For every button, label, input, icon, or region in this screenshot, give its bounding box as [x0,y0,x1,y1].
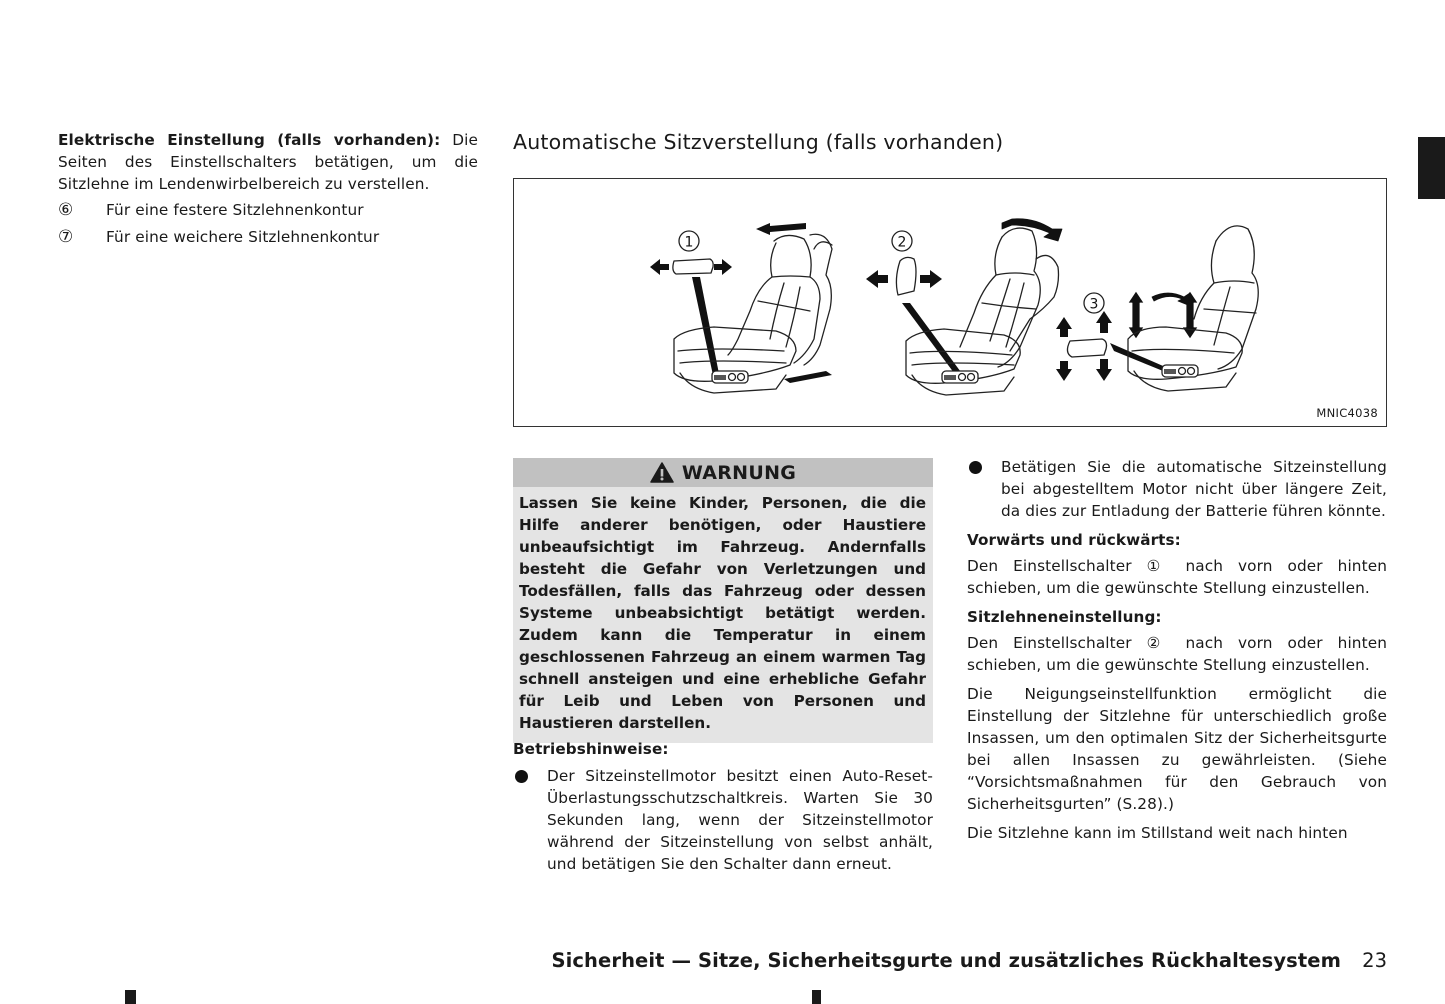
operating-notes-heading: Betriebshinweise: [513,740,669,758]
list-item-text: Betätigen Sie die automatische Sitzeinstellung bei abgestelltem Motor nicht über längere Zeit, da dies zur Entladung der Batterie führen könnte. [1001,458,1387,520]
seat-illustration-icon [514,179,1386,426]
page-number: 23 [1362,949,1387,972]
svg-text:2: 2 [897,234,907,251]
list-item [58,226,478,253]
power-lumbar-heading: Elektrische Einstellung (falls vorhanden): [58,131,441,149]
forward-backward-text: Den Einstellschalter ① nach vorn oder hinten schieben, um die gewünschte Stellung einzustellen. [967,557,1387,597]
right-column [967,456,1387,851]
forward-backward-heading: Vorwärts und rückwärts: [967,531,1181,549]
section-title: Automatische Sitzverstellung (falls vorhanden) [513,130,1004,154]
seat-adjustment-figure [513,178,1387,427]
power-lumbar-paragraph [58,129,478,195]
warning-header [513,458,933,487]
left-column [58,129,478,253]
recline-heading: Sitzlehneneinstellung: [967,608,1162,626]
footer-chapter-title: Sicherheit — Sitze, Sicherheitsgurte und zusätzliches Rückhaltesystem [551,949,1341,972]
seat-1-illustration [650,219,832,393]
operating-notes [513,738,933,875]
power-lumbar-text: Die Seiten des Einstellschalters betätigen, um die Sitzlehne im Lendenwirbelbereich zu verstellen. [58,131,478,193]
recline-text: Den Einstellschalter ② nach vorn oder hinten schieben, um die gewünschte Stellung einzustellen. [967,634,1387,674]
list-item [513,765,933,875]
bullet-icon [513,765,547,875]
svg-text:1: 1 [684,234,694,251]
list-item-text: Für eine festere Sitzlehnenkontur [106,201,364,219]
circled-number-7-icon: ⑦ [58,227,74,247]
svg-text:3: 3 [1089,296,1099,313]
list-item-text: Der Sitzeinstellmotor besitzt einen Auto-Reset-Überlastungsschutzschaltkreis. Warten Sie 30 Sekunden lang, wenn der Sitzeinstellmotor während der Sitzeinstellung von selbst anhält, und betätigen Sie den Schalter dann erneut. [547,767,933,873]
warning-box [513,458,933,743]
warning-text: Lassen Sie keine Kinder, Personen, die die Hilfe anderer benötigen, oder Haustiere unbeaufsichtigt im Fahrzeug. Andernfalls besteht die Gefahr von Verletzungen und Todesfällen, falls das Fahrzeug oder dessen Systeme unbeabsichtigt betätigt werden. Zudem kann die Temperatur in einem geschlossenen Fahrzeug an einem warmen Tag schnell ansteigen und eine erhebliche Gefahr für Leib und Leben von Personen und Haustieren darstellen. [513,487,933,743]
circled-number-6-icon: ⑥ [58,200,74,220]
figure-code: MNIC4038 [1316,406,1378,420]
list-item [967,456,1387,522]
recline-continued-text: Die Sitzlehne kann im Stillstand weit nach hinten [967,824,1348,842]
crop-mark [812,990,821,1004]
seat-2-illustration [866,219,1062,395]
bullet-icon [967,456,1001,522]
warning-title: WARNUNG [681,461,797,484]
list-item-text: Für eine weichere Sitzlehnenkontur [106,228,380,246]
list-item [58,199,478,226]
crop-mark [125,990,136,1004]
warning-triangle-icon [650,462,674,483]
seat-3-illustration [1056,226,1258,391]
recline-info-text: Die Neigungseinstellfunktion ermöglicht die Einstellung der Sitzlehne für unterschiedlich große Insassen, um den optimalen Sitz der Sicherheitsgurte bei allen Insassen zu gewährleisten. (Siehe “Vorsichtsmaßnahmen für den Gebrauch von Sicherheitsgurten” (S.28).) [967,685,1387,813]
chapter-tab-marker [1418,137,1445,199]
